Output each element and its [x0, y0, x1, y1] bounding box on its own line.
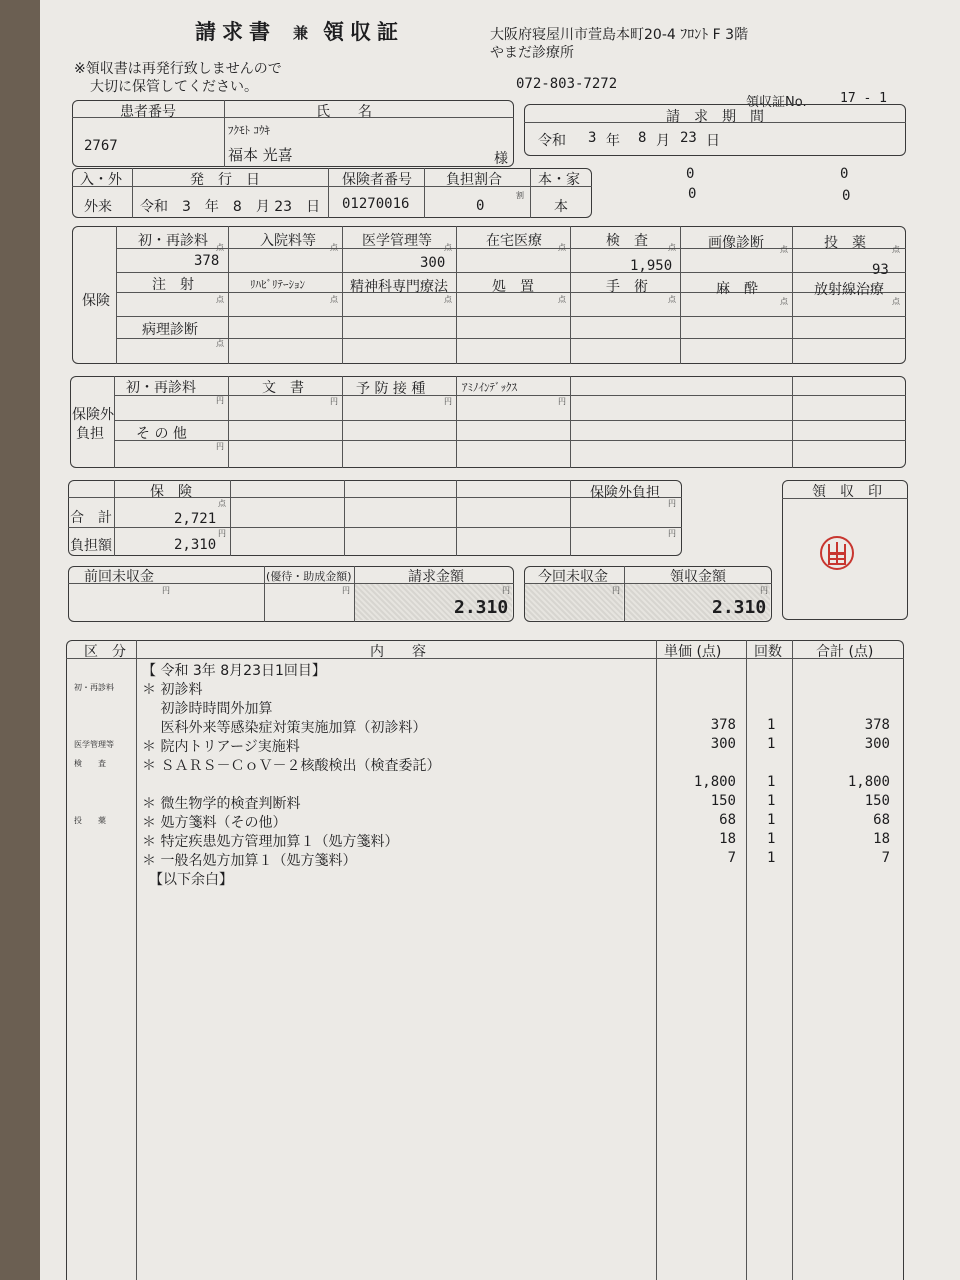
detail-content: ＊ 初診料 [142, 682, 203, 698]
detail-row [40, 869, 960, 888]
ratio-unit: 割 [516, 191, 524, 200]
ins-unit-14: 点 [892, 297, 900, 306]
detail-price: 18 [719, 831, 736, 847]
detail-count: 1 [767, 812, 776, 828]
detail-row [40, 812, 960, 831]
extra-other: そ の 他 [136, 426, 187, 442]
keep-notice: 大切に保管してください。 [90, 79, 258, 95]
patient-name-label: 氏 名 [316, 104, 372, 120]
clinic-address: 大阪府寝屋川市萱島本町20-4 ﾌﾛﾝﾄ F 3階 [490, 27, 749, 43]
detail-price: 150 [710, 793, 736, 809]
outside-unit-1: 円 [668, 499, 676, 508]
period-year: 3 [588, 130, 597, 146]
document-title-mid: 兼 [293, 24, 309, 42]
inout-value: 外来 [84, 199, 112, 215]
ratio-value: 0 [476, 198, 485, 214]
received-label: 領収金額 [670, 569, 726, 585]
reissue-notice: ※領収書は再発行致しませんので [74, 61, 282, 77]
detail-category: 検 査 [74, 759, 106, 768]
detail-price: 68 [719, 812, 736, 828]
detail-row [40, 774, 960, 793]
period-day-unit: 日 [706, 133, 720, 149]
detail-content: 医科外来等感染症対策実施加算（初診料） [142, 720, 427, 736]
detail-content: 【以下余白】 [142, 872, 233, 888]
ins-r2-2: ﾘﾊﾋﾞﾘﾃｰｼｮﾝ [250, 278, 305, 291]
detail-category: 初・再診料 [74, 683, 114, 692]
total-unit: 点 [218, 499, 226, 508]
detail-total: 300 [864, 736, 890, 752]
seal-label: 領 収 印 [812, 484, 882, 500]
detail-content: ＊ ＳＡＲＳ－ＣｏＶ－２核酸検出（検査委託） [142, 758, 441, 774]
detail-content: ＊ 特定疾患処方管理加算１（処方箋料） [142, 834, 399, 850]
extra-unit-2: 円 [330, 397, 338, 406]
ins-h2: 入院料等 [260, 233, 316, 249]
detail-total: 1,800 [847, 774, 890, 790]
burden-unit: 円 [218, 529, 226, 538]
period-day: 23 [680, 130, 697, 146]
ins-unit-2: 点 [330, 243, 338, 252]
ins-unit-13: 点 [780, 297, 788, 306]
zero-c: 0 [688, 186, 697, 202]
receipt-no-label: 領収証No. [746, 95, 807, 110]
honorific: 様 [494, 151, 508, 167]
detail-price: 300 [710, 736, 736, 752]
extra-unit-5: 円 [216, 442, 224, 451]
extra-unit-1: 円 [216, 396, 224, 405]
period-month-unit: 月 [656, 133, 670, 149]
ins-unit-3: 点 [444, 243, 452, 252]
detail-content: ＊ 一般名処方加算１（処方箋料） [142, 853, 357, 869]
detail-row [40, 755, 960, 774]
ins-h5: 検 査 [606, 233, 648, 249]
ins-r2-5: 手 術 [606, 279, 648, 295]
ins-h3: 医学管理等 [362, 233, 432, 249]
detail-row [40, 698, 960, 717]
detail-category: 医学管理等 [74, 740, 114, 749]
extra-h1: 初・再診料 [126, 380, 196, 396]
total-points: 2,721 [174, 511, 217, 527]
document-title-end: 領収証 [323, 20, 404, 44]
detail-price: 378 [710, 717, 736, 733]
ins-r2-7: 放射線治療 [814, 282, 884, 298]
ins-v3: 300 [420, 255, 446, 271]
clinic-name: やまだ診療所 [490, 45, 574, 61]
ins-v1: 378 [194, 253, 220, 269]
insurance-label: 保険 [82, 293, 110, 309]
detail-row [40, 850, 960, 869]
ins-r2-1: 注 射 [152, 277, 194, 293]
issue-date-label: 発 行 日 [190, 172, 260, 188]
extra-h2: 文 書 [262, 380, 304, 396]
insurer-number: 01270016 [342, 196, 410, 212]
ins-v7: 93 [872, 262, 889, 278]
clinic-phone: 072-803-7272 [516, 76, 618, 92]
detail-header-count: 回数 [754, 644, 782, 660]
extra-h4: ｱﾐﾉｲﾝﾃﾞｯｸｽ [462, 381, 517, 394]
detail-count: 1 [767, 793, 776, 809]
detail-row [40, 831, 960, 850]
ins-unit-12: 点 [668, 295, 676, 304]
ins-unit-15: 点 [216, 339, 224, 348]
patient-id: 2767 [84, 138, 118, 154]
extra-unit-3: 円 [444, 397, 452, 406]
zero-a: 0 [686, 166, 695, 182]
stamp-mark-icon [824, 540, 850, 566]
receipt-no: 17 - 1 [840, 91, 887, 106]
detail-total: 378 [864, 717, 890, 733]
detail-count: 1 [767, 850, 776, 866]
detail-price: 1,800 [693, 774, 736, 790]
seal-stamp [820, 536, 854, 570]
main-family-value: 本 [554, 199, 568, 215]
ins-unit-5: 点 [668, 243, 676, 252]
ratio-label: 負担割合 [446, 172, 502, 188]
detail-header-price: 単価 (点) [664, 644, 722, 660]
issue-date: 令和 3 年 8 月 23 日 [140, 199, 321, 215]
detail-total: 7 [881, 850, 890, 866]
totals-outside-label: 保険外負担 [590, 485, 660, 501]
ins-unit-10: 点 [444, 295, 452, 304]
detail-content: 初診時時間外加算 [142, 701, 273, 717]
detail-row [40, 717, 960, 736]
insurer-label: 保険者番号 [342, 172, 412, 188]
patient-name: 福本 光喜 [228, 146, 293, 164]
ins-r2-4: 処 置 [492, 279, 534, 295]
discount-label: (優待・助成金額) [266, 570, 352, 583]
burden-label: 負担額 [70, 538, 112, 554]
ins-unit-9: 点 [330, 295, 338, 304]
outside-label-2: 負担 [76, 426, 104, 442]
burden-amount: 2,310 [174, 537, 217, 553]
detail-count: 1 [767, 736, 776, 752]
detail-total: 68 [873, 812, 890, 828]
main-family-label: 本・家 [538, 172, 580, 188]
outside-unit-2: 円 [668, 529, 676, 538]
received-amount: 2.310 [712, 597, 767, 618]
ins-unit-4: 点 [558, 243, 566, 252]
billed-amount: 2.310 [454, 597, 509, 618]
patient-id-label: 患者番号 [120, 104, 176, 120]
prev-unpaid-unit: 円 [162, 586, 170, 595]
ins-unit-6: 点 [780, 245, 788, 254]
ins-h7: 投 薬 [824, 235, 866, 251]
detail-header-content: 内 容 [370, 644, 426, 660]
detail-header-category: 区 分 [84, 644, 126, 660]
detail-total: 150 [864, 793, 890, 809]
detail-category: 投 薬 [74, 816, 106, 825]
detail-price: 7 [727, 850, 736, 866]
receipt-paper [40, 0, 960, 1280]
ins-h4: 在宅医療 [486, 233, 542, 249]
outside-label-1: 保険外 [72, 407, 114, 423]
total-label: 合 計 [70, 510, 112, 526]
detail-row [40, 679, 960, 698]
extra-h3: 予 防 接 種 [356, 381, 426, 397]
detail-count: 1 [767, 774, 776, 790]
received-unit: 円 [760, 586, 768, 595]
ins-v5: 1,950 [630, 258, 673, 274]
period-month: 8 [638, 130, 647, 146]
ins-h1: 初・再診料 [138, 233, 208, 249]
ins-r2-6: 麻 酔 [716, 281, 758, 297]
billed-label: 請求金額 [408, 569, 464, 585]
detail-count: 1 [767, 831, 776, 847]
detail-content: ＊ 院内トリアージ実施料 [142, 739, 300, 755]
document-title: 請求書 [195, 20, 276, 44]
current-unpaid-label: 今回未収金 [538, 569, 608, 585]
totals-insurance-label: 保 険 [150, 484, 192, 500]
discount-unit: 円 [342, 586, 350, 595]
period-era: 令和 [538, 133, 566, 149]
ins-r2-3: 精神科専門療法 [350, 279, 448, 295]
ins-unit-1: 点 [216, 243, 224, 252]
detail-row [40, 660, 960, 679]
ins-unit-7: 点 [892, 245, 900, 254]
inout-label: 入・外 [80, 172, 122, 188]
billed-unit: 円 [502, 586, 510, 595]
zero-d: 0 [842, 188, 851, 204]
prev-unpaid-label: 前回未収金 [84, 569, 154, 585]
detail-total: 18 [873, 831, 890, 847]
detail-content: 【 令和 3年 8月23日1回目】 [142, 663, 326, 679]
detail-count: 1 [767, 717, 776, 733]
zero-b: 0 [840, 166, 849, 182]
detail-row [40, 793, 960, 812]
detail-row [40, 736, 960, 755]
ins-unit-11: 点 [558, 295, 566, 304]
patient-kana: ﾌｸﾓﾄ ｺｳｷ [228, 124, 270, 137]
current-unpaid-unit: 円 [612, 586, 620, 595]
detail-header-total: 合計 (点) [816, 644, 874, 660]
detail-content: ＊ 微生物学的検査判断料 [142, 796, 301, 812]
period-year-unit: 年 [606, 133, 620, 149]
extra-unit-4: 円 [558, 397, 566, 406]
ins-r3-1: 病理診断 [142, 322, 198, 338]
detail-content: ＊ 処方箋料（その他） [142, 815, 287, 831]
ins-unit-8: 点 [216, 295, 224, 304]
period-label: 請 求 期 間 [666, 109, 764, 125]
ins-h6: 画像診断 [708, 235, 764, 251]
